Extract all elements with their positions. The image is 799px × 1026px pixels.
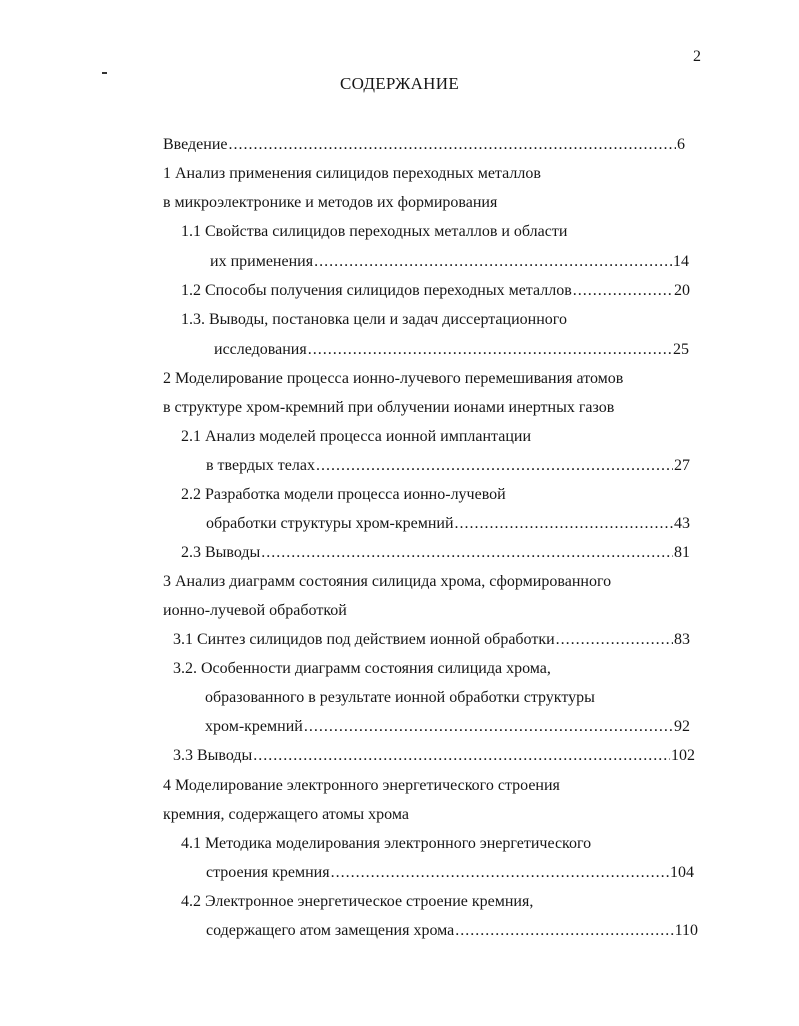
toc-section-1-2[interactable] [181, 281, 690, 301]
toc-chapter-3-line-2[interactable]: ионно-лучевой обработкой [163, 602, 347, 619]
toc-page-number: 6 [677, 136, 685, 153]
toc-entry-text: хром-кремний [205, 718, 303, 735]
toc-leader [308, 340, 672, 360]
toc-leader [304, 717, 673, 737]
toc-page-number: 27 [674, 457, 690, 474]
toc-chapter-2-line-1[interactable]: 2 Моделирование процесса ионно-лучевого перемешивания атомов [163, 370, 624, 387]
toc-entry-text: содержащего атом замещения хрома [206, 922, 455, 939]
toc-entry-text: 1.2 Способы получения силицидов переходных металлов [181, 282, 572, 299]
toc-section-2-2[interactable] [206, 514, 690, 534]
toc-page-number: 25 [673, 341, 689, 358]
toc-leader [229, 135, 677, 155]
toc-entry-text: в твердых телах [206, 457, 315, 474]
toc-section-1-1[interactable] [210, 252, 689, 272]
toc-leader [573, 281, 673, 301]
toc-chapter-4-line-2[interactable]: кремния, содержащего атомы хрома [163, 806, 409, 823]
toc-section-1-1-line-1[interactable]: 1.1 Свойства силицидов переходных металлов и области [181, 223, 568, 240]
page-number: 2 [693, 48, 701, 65]
toc-chapter-1-line-1[interactable]: 1 Анализ применения силицидов переходных металлов [163, 165, 541, 182]
toc-chapter-4-line-1[interactable]: 4 Моделирование электронного энергетического строения [163, 777, 560, 794]
toc-leader [331, 863, 669, 883]
toc-page-number: 14 [673, 253, 689, 270]
toc-section-1-3[interactable] [214, 340, 689, 360]
toc-section-3-2[interactable] [205, 717, 690, 737]
toc-page-number: 81 [674, 544, 690, 561]
toc-leader [253, 746, 670, 766]
toc-entry-intro[interactable] [163, 135, 685, 155]
toc-section-4-1[interactable] [206, 863, 694, 883]
toc-section-2-1[interactable] [206, 456, 690, 476]
toc-entry-text: исследования [214, 341, 307, 358]
toc-chapter-1-line-2[interactable]: в микроэлектронике и методов их формирования [163, 194, 498, 211]
toc-section-1-3-line-1[interactable]: 1.3. Выводы, постановка цели и задач диссертационного [181, 311, 567, 328]
toc-page-number: 104 [670, 864, 694, 881]
toc-chapter-3-line-1[interactable]: 3 Анализ диаграмм состояния силицида хрома, сформированного [163, 573, 612, 590]
page-title: СОДЕРЖАНИЕ [339, 74, 460, 93]
toc-leader [455, 514, 673, 534]
toc-section-4-1-line-1[interactable]: 4.1 Методика моделирования электронного энергетического [181, 835, 592, 852]
toc-section-2-3[interactable] [181, 543, 690, 563]
toc-page-number: 110 [674, 922, 698, 939]
toc-leader [316, 456, 673, 476]
toc-entry-text: строения кремния [206, 864, 330, 881]
toc-leader [455, 921, 673, 941]
toc-section-3-3[interactable] [173, 746, 695, 766]
toc-entry-text: их применения [210, 253, 314, 270]
toc-section-3-1[interactable] [173, 630, 690, 650]
toc-section-2-2-line-1[interactable]: 2.2 Разработка модели процесса ионно-лучевой [181, 486, 506, 503]
toc-section-3-2-line-1[interactable]: 3.2. Особенности диаграмм состояния силицида хрома, [173, 660, 551, 677]
toc-entry-text: обработки структуры хром-кремний [206, 515, 454, 532]
toc-entry-text: 3.1 Синтез силицидов под действием ионной обработки [173, 631, 555, 648]
toc-page-number: 20 [674, 282, 690, 299]
toc-section-2-1-line-1[interactable]: 2.1 Анализ моделей процесса ионной имплантации [181, 428, 532, 445]
toc-page-number: 43 [674, 515, 690, 532]
toc-entry-text: 2.3 Выводы [181, 544, 261, 561]
toc-section-4-2-line-1[interactable]: 4.2 Электронное энергетическое строение кремния, [181, 893, 534, 910]
toc-section-4-2[interactable] [206, 921, 698, 941]
toc-section-3-2-line-2[interactable]: образованного в результате ионной обработки структуры [205, 689, 595, 706]
toc-page-number: 102 [671, 747, 695, 764]
toc-entry-text: 3.3 Выводы [173, 747, 253, 764]
toc-leader [314, 252, 672, 272]
toc-entry-text: Введение [163, 136, 228, 153]
toc-chapter-2-line-2[interactable]: в структуре хром-кремний при облучении ионами инертных газов [163, 399, 615, 416]
toc-leader [556, 630, 673, 650]
toc-page-number: 83 [674, 631, 690, 648]
toc-leader [261, 543, 673, 563]
toc-page-number: 92 [674, 718, 690, 735]
